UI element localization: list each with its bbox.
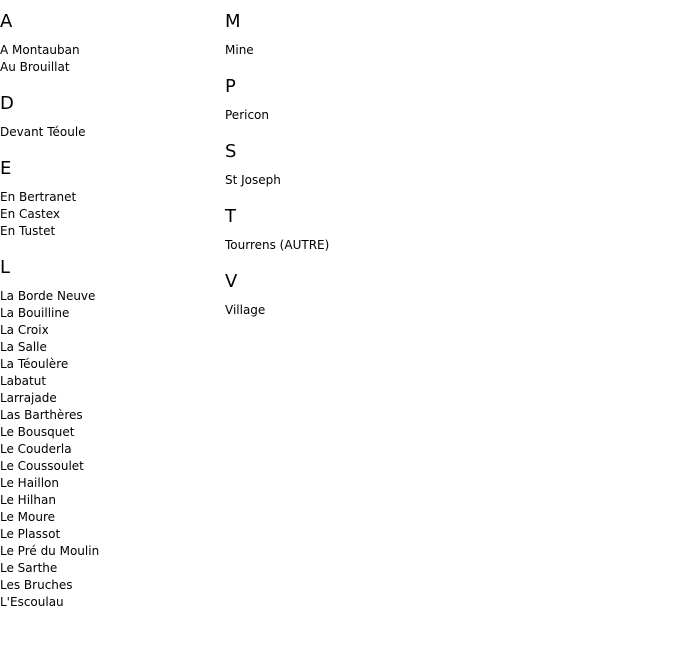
letter-heading: A (0, 11, 13, 32)
letter-group-m (225, 11, 435, 59)
place-link[interactable]: En Bertranet (0, 190, 77, 204)
letter-heading: S (225, 141, 237, 162)
place-link[interactable]: Village (225, 303, 266, 317)
place-list (0, 42, 210, 76)
letter-group-a (0, 11, 210, 76)
place-link[interactable]: Devant Téoule (0, 125, 86, 139)
place-link[interactable]: Au Brouillat (0, 60, 70, 74)
place-link[interactable]: Le Hilhan (0, 493, 56, 507)
place-list (225, 302, 435, 319)
place-link[interactable]: Le Sarthe (0, 561, 58, 575)
place-link[interactable]: St Joseph (225, 173, 281, 187)
letter-group-d (0, 93, 210, 141)
letter-heading: E (0, 158, 12, 179)
place-link[interactable]: La Téoulère (0, 357, 69, 371)
place-link[interactable]: Le Bousquet (0, 425, 75, 439)
place-link[interactable]: Les Bruches (0, 578, 73, 592)
place-link[interactable]: Le Plassot (0, 527, 61, 541)
letter-group-e (0, 158, 210, 240)
place-list (225, 237, 435, 254)
place-link[interactable]: Le Haillon (0, 476, 59, 490)
letter-group-p (225, 76, 435, 124)
place-link[interactable]: Pericon (225, 108, 270, 122)
place-list (225, 42, 435, 59)
place-link[interactable]: Le Coussoulet (0, 459, 84, 473)
letter-group-t (225, 206, 435, 254)
letter-heading: P (225, 76, 236, 97)
place-link[interactable]: Le Pré du Moulin (0, 544, 100, 558)
place-link[interactable]: A Montauban (0, 43, 80, 57)
letter-heading: D (0, 93, 14, 114)
place-link[interactable]: La Borde Neuve (0, 289, 96, 303)
letter-group-l (0, 257, 210, 611)
place-list (0, 124, 210, 141)
place-link[interactable]: En Tustet (0, 224, 56, 238)
place-link[interactable]: Larrajade (0, 391, 57, 405)
place-list (0, 189, 210, 240)
place-link[interactable]: En Castex (0, 207, 60, 221)
place-link[interactable]: Le Moure (0, 510, 56, 524)
letter-heading: V (225, 271, 238, 292)
letter-group-s (225, 141, 435, 189)
place-link[interactable]: L'Escoulau (0, 595, 64, 609)
letter-heading: L (0, 257, 11, 278)
place-link[interactable]: Las Barthères (0, 408, 83, 422)
letter-group-v (225, 271, 435, 319)
place-link[interactable]: La Bouilline (0, 306, 70, 320)
place-link[interactable]: La Salle (0, 340, 47, 354)
place-list (0, 288, 210, 611)
place-link[interactable]: Labatut (0, 374, 47, 388)
letter-heading: T (225, 206, 236, 227)
place-link[interactable]: Mine (225, 43, 254, 57)
place-list (225, 172, 435, 189)
place-link[interactable]: Tourrens (AUTRE) (225, 238, 330, 252)
place-list (225, 107, 435, 124)
left-column (0, 11, 210, 628)
letter-heading: M (225, 11, 241, 32)
right-column (225, 11, 435, 336)
place-link[interactable]: Le Couderla (0, 442, 72, 456)
place-link[interactable]: La Croix (0, 323, 49, 337)
